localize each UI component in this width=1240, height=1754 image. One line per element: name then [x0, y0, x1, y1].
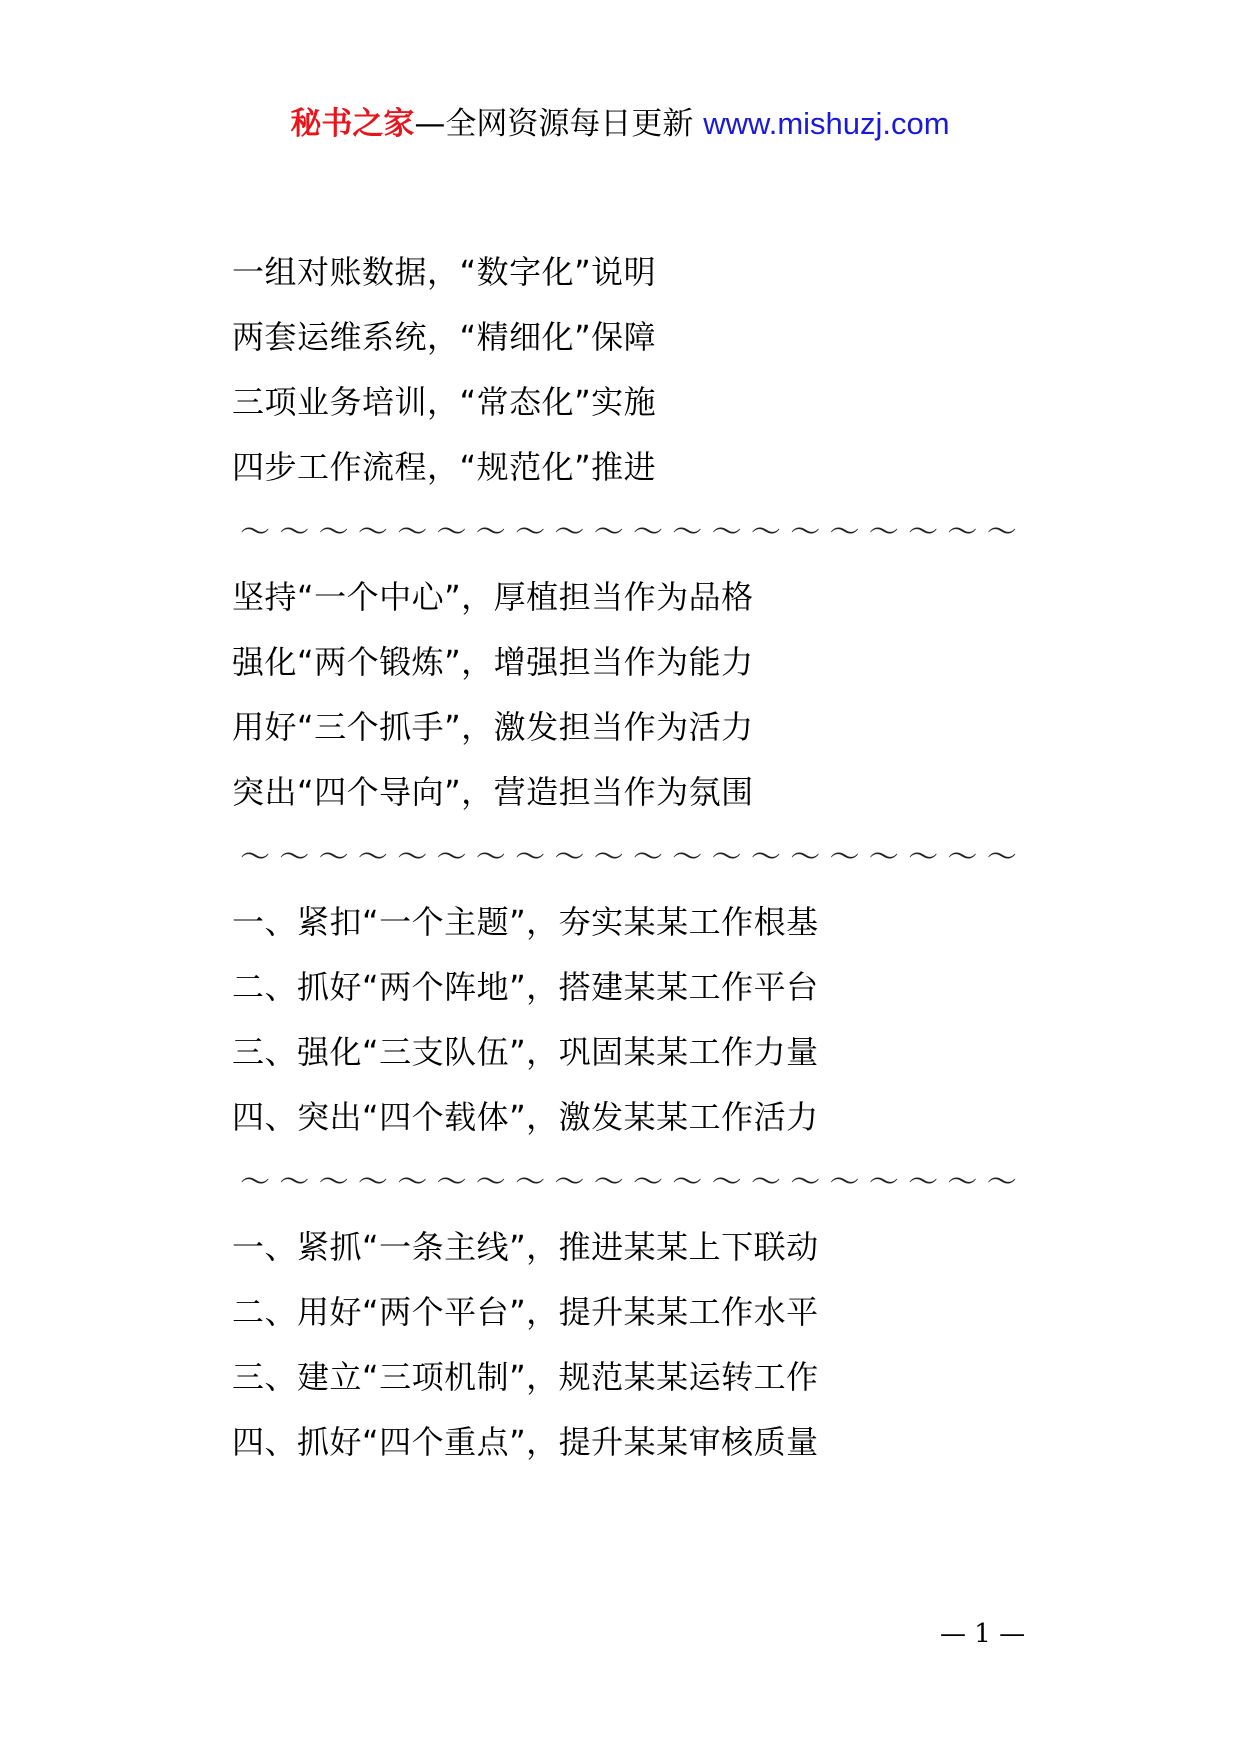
title-line: 四步工作流程，“规范化”推进 — [232, 448, 657, 486]
title-line: 强化“两个锻炼”，增强担当作为能力 — [232, 643, 754, 681]
tilde-divider: ～～～～～～～～～～～～～～～～～～～～ — [240, 515, 1026, 550]
title-line: 突出“四个导向”，营造担当作为氛围 — [232, 773, 754, 811]
title-line: 一、紧扣“一个主题”，夯实某某工作根基 — [232, 903, 819, 941]
title-group-4 — [232, 1215, 1032, 1475]
title-line: 三项业务培训，“常态化”实施 — [232, 383, 657, 421]
title-line: 一、紧抓“一条主线”，推进某某上下联动 — [232, 1228, 819, 1266]
brand-name: 秘书之家 — [290, 106, 415, 142]
title-group-2 — [232, 565, 1032, 890]
title-line: 坚持“一个中心”，厚植担当作为品格 — [232, 578, 754, 616]
title-line: 二、用好“两个平台”，提升某某工作水平 — [232, 1293, 819, 1331]
title-group-3 — [232, 890, 1032, 1215]
title-line: 用好“三个抓手”，激发担当作为活力 — [232, 708, 754, 746]
document-body — [232, 240, 1032, 1475]
site-header — [0, 104, 1240, 144]
header-slogan: —全网资源每日更新 — [414, 106, 704, 142]
title-line: 三、强化“三支队伍”，巩固某某工作力量 — [232, 1033, 819, 1071]
title-line: 两套运维系统，“精细化”保障 — [232, 318, 657, 356]
site-url-link[interactable]: www.mishuzj.com — [703, 106, 950, 141]
title-line: 三、建立“三项机制”，规范某某运转工作 — [232, 1358, 819, 1396]
page-number: — 1 — — [940, 1619, 1026, 1649]
title-line: 四、抓好“四个重点”，提升某某审核质量 — [232, 1423, 819, 1461]
title-line: 一组对账数据，“数字化”说明 — [232, 253, 657, 291]
tilde-divider: ～～～～～～～～～～～～～～～～～～～～ — [240, 840, 1026, 875]
title-group-1 — [232, 240, 1032, 565]
tilde-divider: ～～～～～～～～～～～～～～～～～～～～ — [240, 1165, 1026, 1200]
title-line: 二、抓好“两个阵地”，搭建某某工作平台 — [232, 968, 819, 1006]
title-line: 四、突出“四个载体”，激发某某工作活力 — [232, 1098, 819, 1136]
